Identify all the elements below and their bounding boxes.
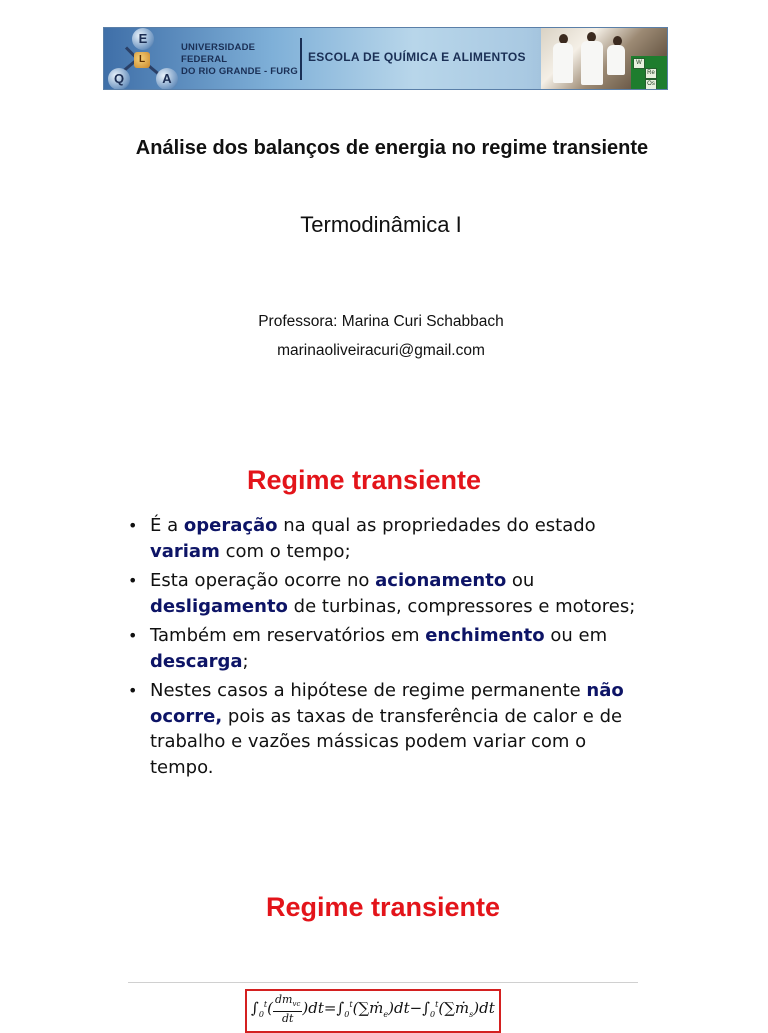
periodic-table-graphic: W Re Os — [631, 56, 668, 90]
bullet-dot-icon: • — [128, 516, 138, 535]
bullet-dot-icon: • — [128, 681, 138, 700]
bullet-dot-icon: • — [128, 571, 138, 590]
eqa-logo — [104, 28, 179, 90]
slide-heading: Regime transiente — [265, 892, 501, 922]
professor-email: marinaoliveiracuri@gmail.com — [277, 342, 485, 359]
university-name: UNIVERSIDADE FEDERAL DO RIO GRANDE - FURG — [181, 42, 298, 77]
banner-divider — [300, 38, 302, 80]
logo-center: L — [134, 52, 150, 68]
mass-balance-equation: $\int_0^t$( $\frac{dm_{vc}}{dt}$ )$dt=\int_0^t(\sum ṁ_e)dt-\int_0^t(\sum ṁ_s)dt$ — [245, 989, 501, 1033]
bullet-item: • Nestes casos a hipótese de regime permanente não ocorre, pois as taxas de transferência de calor e de trabalho e vazões mássicas podem variar com o tempo. — [128, 680, 624, 778]
integral-symbol: ∫ — [336, 999, 345, 1018]
slide-heading: Regime transiente — [246, 465, 482, 495]
logo-ball-e: E — [132, 28, 154, 50]
integral-symbol: ∫ — [251, 999, 259, 1018]
bullet-item: • Esta operação ocorre no acionamento ou desligamento de turbinas, compressores e motores; — [128, 570, 636, 617]
bullet-item: • É a operação na qual as propriedades do estado variam com o tempo; — [128, 515, 596, 562]
integral-symbol: ∫ — [422, 999, 431, 1018]
bullet-list — [126, 513, 646, 784]
lab-photo — [541, 28, 668, 90]
logo-ball-a: A — [156, 68, 178, 90]
document-title: Análise dos balanços de energia no regime transiente — [135, 137, 649, 159]
logo-ball-q: Q — [108, 68, 130, 90]
bullet-dot-icon: • — [128, 626, 138, 645]
school-name: ESCOLA DE QUÍMICA E ALIMENTOS — [308, 50, 526, 64]
professor-name: Professora: Marina Curi Schabbach — [258, 313, 504, 330]
header-banner — [103, 27, 668, 90]
bullet-item: • Também em reservatórios em enchimento ou em descarga; — [128, 625, 608, 672]
slide-divider — [128, 982, 638, 983]
course-subtitle: Termodinâmica I — [300, 212, 462, 237]
